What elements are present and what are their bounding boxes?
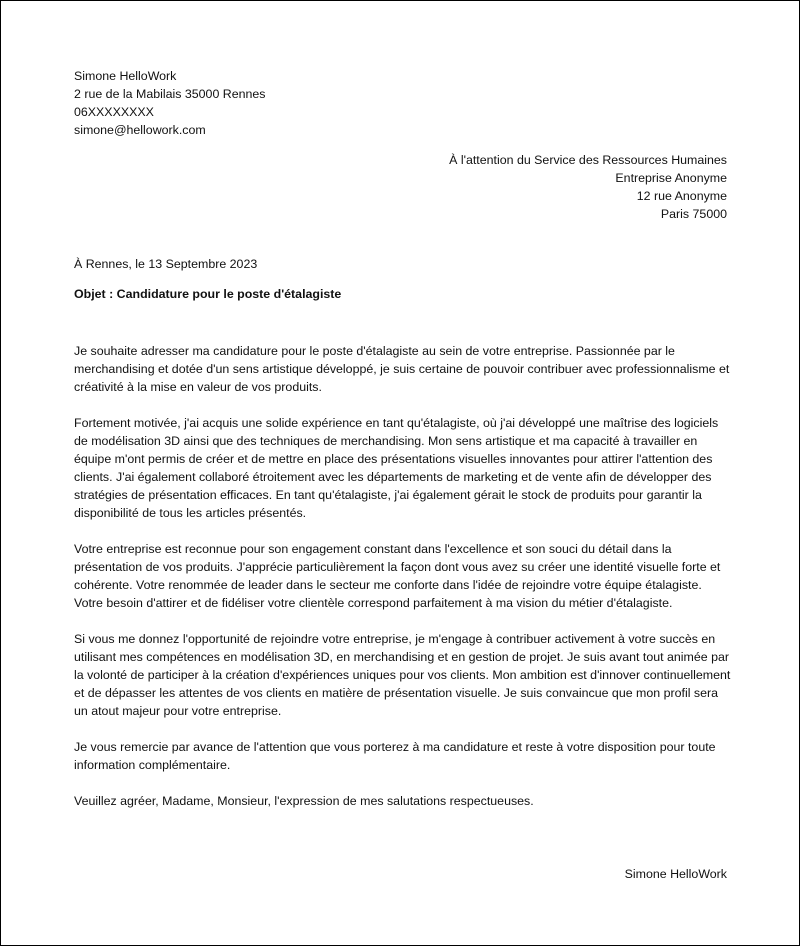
date-line: À Rennes, le 13 Septembre 2023 (74, 257, 258, 271)
body-paragraph: Je vous remercie par avance de l'attention que vous porterez à ma candidature et reste à votre disposition pour toute information complémentaire. (74, 740, 716, 772)
body-paragraph: Fortement motivée, j'ai acquis une solide expérience en tant qu'étalagiste, où j'ai développé une maîtrise des logiciels de modélisation 3D ainsi que des techniques de merchandising. Mon sens artistique et ma capacité à travailler en équipe m'ont permis de créer et de mettre en place des présentations visuelles innovantes pour attirer l'attention des clients. J'ai également collaboré étroitement avec les départements de marketing et de vente afin de développer des stratégies de présentation efficaces. En tant qu'étalagiste, j'ai également gérait le stock de produits pour garantir la disponibilité de tous les articles présentés. (74, 416, 719, 520)
body-paragraph: Si vous me donnez l'opportunité de rejoindre votre entreprise, je m'engage à contribuer activement à votre succès en utilisant mes compétences en modélisation 3D, en merchandising et en gestion de projet. Je suis avant tout animée par la volonté de participer à la création d'expériences uniques pour vos clients. Mon ambition est d'innover continuellement et de dépasser les attentes de vos clients en matière de présentation visuelle. Je suis convaincue que mon profil sera un atout majeur pour votre entreprise. (74, 632, 731, 718)
recipient-city: Paris 75000 (660, 207, 727, 221)
sender-address: 2 rue de la Mabilais 35000 Rennes (74, 87, 266, 101)
sender-name: Simone HelloWork (74, 69, 177, 83)
recipient-attention: À l'attention du Service des Ressources Humaines (449, 153, 727, 167)
closing-paragraph: Veuillez agréer, Madame, Monsieur, l'expression de mes salutations respectueuses. (74, 794, 534, 808)
recipient-block (449, 151, 727, 223)
recipient-company: Entreprise Anonyme (615, 171, 727, 185)
sender-block (74, 67, 266, 139)
body-paragraph: Votre entreprise est reconnue pour son engagement constant dans l'excellence et son souci du détail dans la présentation de vos produits. J'apprécie particulièrement la façon dont vous avez su créer une identité visuelle forte et cohérente. Votre renommée de leader dans le secteur me conforte dans l'idée de rejoindre votre équipe étalagiste. Votre besoin d'attirer et de fidéliser votre clientèle correspond parfaitement à ma vision du métier d'étalagiste. (74, 542, 721, 610)
sender-email: simone@hellowork.com (74, 123, 206, 137)
signature: Simone HelloWork (624, 867, 727, 881)
sender-phone: 06XXXXXXXX (74, 105, 154, 119)
body-paragraph: Je souhaite adresser ma candidature pour le poste d'étalagiste au sein de votre entreprise. Passionnée par le merchandising et dotée d'un sens artistique développé, je suis certaine de pouvoir contribuer avec professionnalisme et créativité à la mise en valeur de vos produits. (74, 344, 730, 394)
letter-body (74, 342, 734, 828)
recipient-street: 12 rue Anonyme (636, 189, 727, 203)
subject-line: Objet : Candidature pour le poste d'étalagiste (74, 287, 342, 301)
